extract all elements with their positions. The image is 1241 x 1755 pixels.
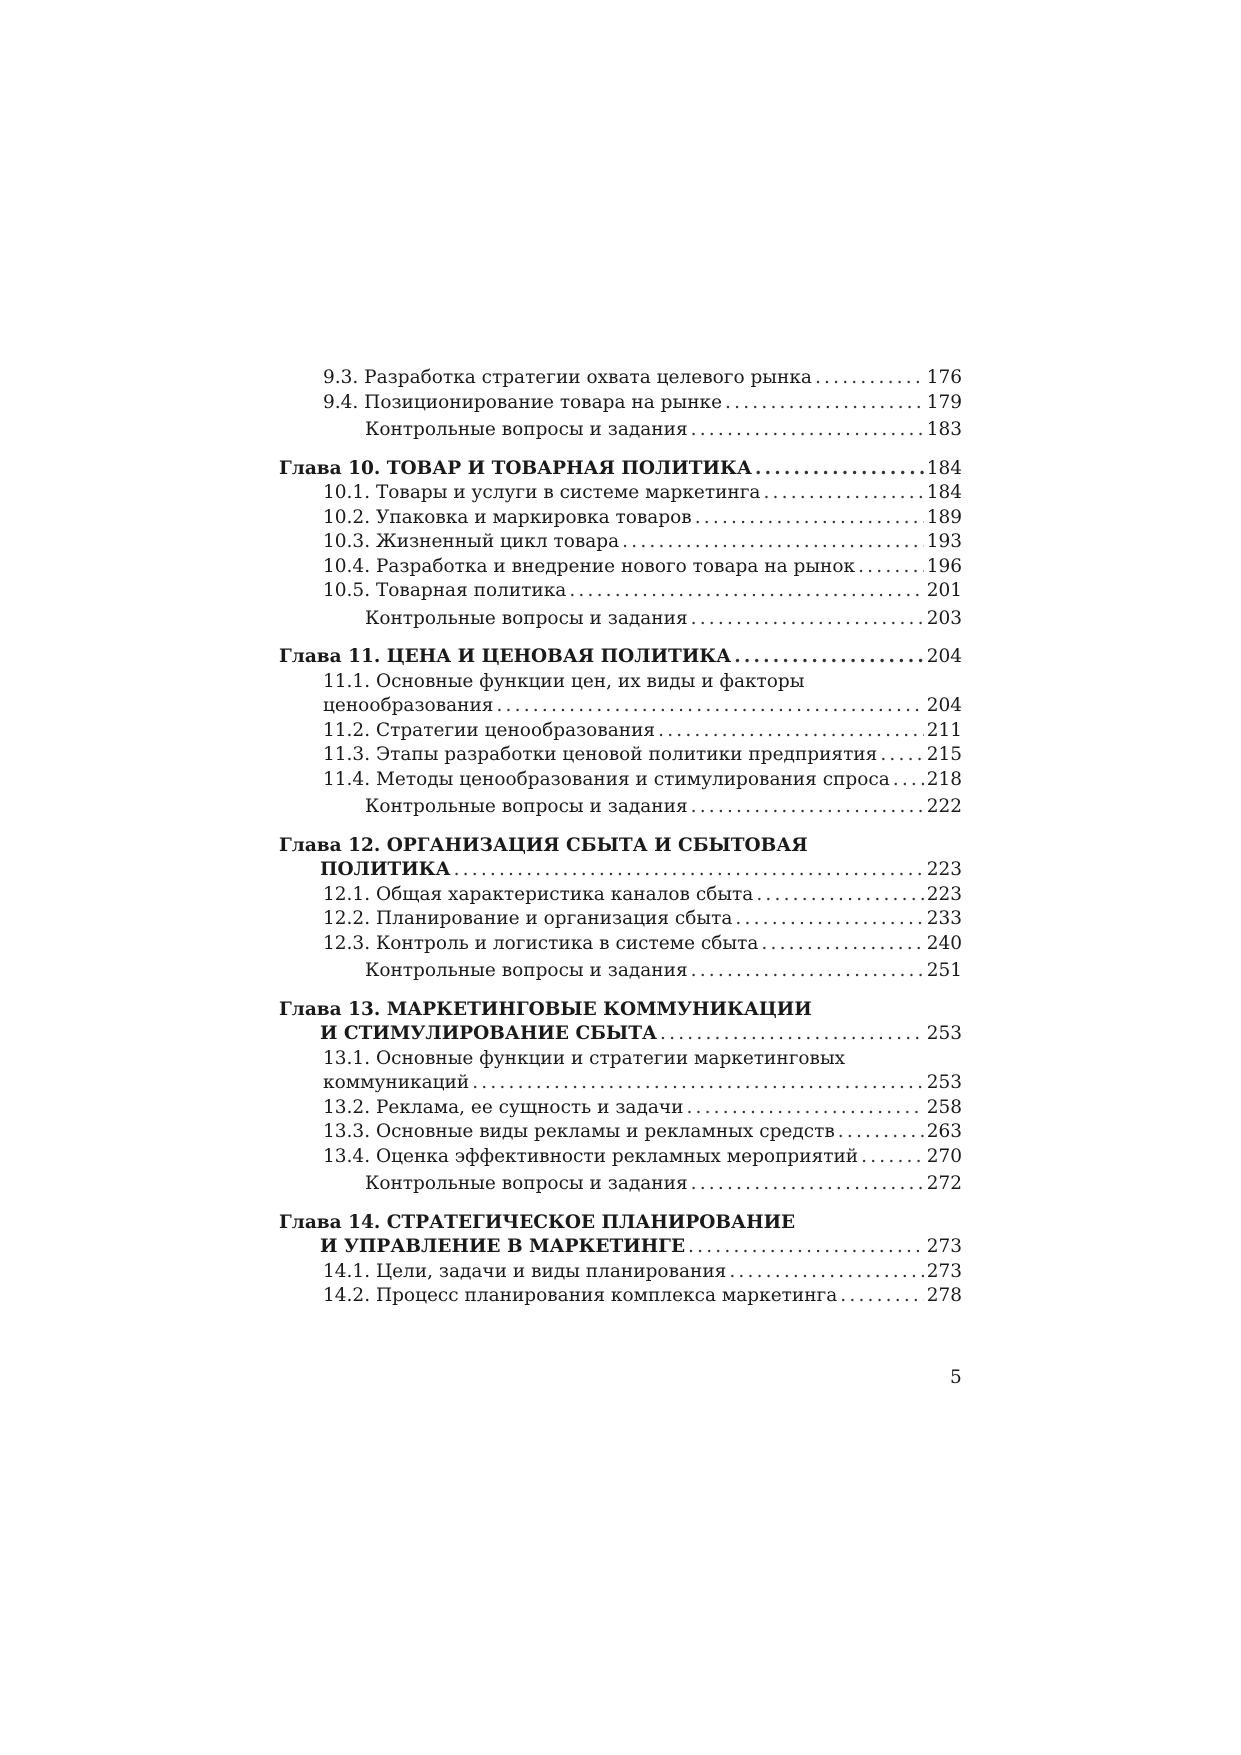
toc-entry-11-1-line1: 11.1. Основные функции цен, их виды и факторы <box>323 670 805 692</box>
toc-entry-13-1-line1: 13.1. Основные функции и стратегии маркетинговых <box>323 1047 846 1069</box>
toc-entry-12-3: 12.3. Контроль и логистика в системе сбыта ..... 240 <box>279 932 962 957</box>
table-of-contents <box>279 366 962 1309</box>
toc-entry-10-3: 10.3. Жизненный цикл товара ..... 193 <box>279 530 962 555</box>
toc-entry-10-2: 10.2. Упаковка и маркировка товаров ..... 189 <box>279 506 962 531</box>
toc-entry-11-1-line2: ценообразования ..... 204 <box>279 694 962 719</box>
toc-entry-13-4: 13.4. Оценка эффективности рекламных мероприятий ..... 270 <box>279 1145 962 1170</box>
toc-chapter-13-line1: Глава 13. МАРКЕТИНГОВЫЕ КОММУНИКАЦИИ <box>279 998 812 1020</box>
toc-entry-14-2: 14.2. Процесс планирования комплекса маркетинга ..... 278 <box>279 1284 962 1309</box>
toc-chapter-12-line2: ПОЛИТИКА ..... 223 <box>279 858 962 883</box>
toc-entry-13-1-line2: коммуникаций ..... 253 <box>279 1071 962 1096</box>
toc-entry-10-5: 10.5. Товарная политика ..... 201 <box>279 579 962 604</box>
toc-entry-11-2: 11.2. Стратегии ценообразования ..... 211 <box>279 719 962 744</box>
toc-entry-13-2: 13.2. Реклама, ее сущность и задачи ..... 258 <box>279 1096 962 1121</box>
toc-entry-11-4: 11.4. Методы ценообразования и стимулирования спроса ..... 218 <box>279 768 962 793</box>
toc-chapter-13-line2: И СТИМУЛИРОВАНИЕ СБЫТА ..... 253 <box>279 1022 962 1047</box>
toc-entry-13-3: 13.3. Основные виды рекламы и рекламных средств ..... 263 <box>279 1120 962 1145</box>
toc-entry-questions-12: Контрольные вопросы и задания ..... 251 <box>279 959 962 984</box>
toc-entry-9-3: 9.3. Разработка стратегии охвата целевого рынка ..... 176 <box>279 366 962 391</box>
toc-entry-questions-9: Контрольные вопросы и задания ..... 183 <box>279 418 962 443</box>
page-number: 5 <box>950 1367 962 1388</box>
toc-chapter-14-line2: И УПРАВЛЕНИЕ В МАРКЕТИНГЕ ..... 273 <box>279 1235 962 1260</box>
toc-entry-14-1: 14.1. Цели, задачи и виды планирования ..... 273 <box>279 1260 962 1285</box>
toc-chapter-11: Глава 11. ЦЕНА И ЦЕНОВАЯ ПОЛИТИКА ..... 204 <box>279 645 962 670</box>
toc-entry-10-4: 10.4. Разработка и внедрение нового товара на рынок ..... 196 <box>279 555 962 580</box>
toc-entry-12-1: 12.1. Общая характеристика каналов сбыта ..... 223 <box>279 883 962 908</box>
toc-entry-12-2: 12.2. Планирование и организация сбыта ..... 233 <box>279 907 962 932</box>
toc-chapter-12-line1: Глава 12. ОРГАНИЗАЦИЯ СБЫТА И СБЫТОВАЯ <box>279 834 808 856</box>
toc-entry-11-3: 11.3. Этапы разработки ценовой политики предприятия ..... 215 <box>279 743 962 768</box>
toc-chapter-14-line1: Глава 14. СТРАТЕГИЧЕСКОЕ ПЛАНИРОВАНИЕ <box>279 1211 796 1233</box>
toc-entry-10-1: 10.1. Товары и услуги в системе маркетинга ..... 184 <box>279 481 962 506</box>
toc-entry-questions-11: Контрольные вопросы и задания ..... 222 <box>279 795 962 820</box>
toc-chapter-10: Глава 10. ТОВАР И ТОВАРНАЯ ПОЛИТИКА ..... 184 <box>279 457 962 482</box>
toc-entry-9-4: 9.4. Позиционирование товара на рынке ..... 179 <box>279 391 962 416</box>
toc-entry-questions-10: Контрольные вопросы и задания ..... 203 <box>279 607 962 632</box>
toc-entry-questions-13: Контрольные вопросы и задания ..... 272 <box>279 1172 962 1197</box>
